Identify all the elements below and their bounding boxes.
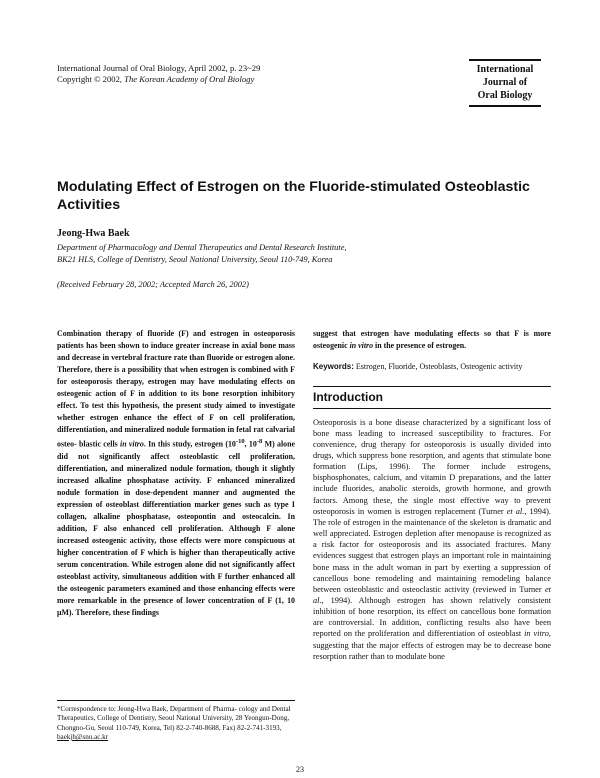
affiliation-line-2: BK21 HLS, College of Dentistry, Seoul National University, Seoul 110-749, Korea bbox=[57, 255, 333, 265]
abstract-continued bbox=[313, 328, 551, 352]
body-text: , suggesting that the major effects of estrogen may be to decrease bone resorption rather than to modulate bone bbox=[313, 629, 551, 661]
abstract-text: Combination therapy of fluoride (F) and estrogen in osteoporosis patients has been shown to induce greater increase in axial bone mass and decrease in vertebral fracture rate than fluoride or estrogen alone. Therefore, there is a possibility that when estrogen is combined with F for osteoporosis therapy, estrogen may have modulating effects on osteogenic action of F in addition to its bone resorption inhibitory effect. To test this hypothesis, the present study aimed to investigate whether estrogen enhance the effect of F on cell proliferation, differentiation, and mineralized nodule formation in fetal rat calvarial osteo- blastic cells bbox=[57, 329, 295, 449]
badge-line-1: International bbox=[476, 64, 534, 75]
exponent: -8 bbox=[256, 438, 263, 445]
footnote-email[interactable]: baekjh@snu.ac.kr bbox=[57, 732, 109, 741]
correspondence-footnote bbox=[57, 700, 295, 742]
copyright-org: The Korean Academy of Oral Biology bbox=[124, 74, 255, 84]
abstract-text: . In this study, estrogen (10 bbox=[143, 439, 236, 449]
body-italic: et al. bbox=[313, 584, 551, 605]
exponent: -10 bbox=[235, 438, 245, 445]
author: Jeong-Hwa Baek bbox=[57, 228, 130, 239]
left-column bbox=[57, 328, 295, 619]
abstract-italic: in vitro bbox=[349, 341, 374, 350]
page-number: 23 bbox=[296, 765, 304, 774]
body-text: , 1994). Although estrogen has shown relatively consistent inhibition of bone resorption, its effect on cancellous bone formation are controversial. In addition, conflicting results also have been reported on the proliferation and differentiation of osteoblast bbox=[313, 596, 551, 639]
footnote-text: *Correspondence to: Jeong-Hwa Baek, Department of Pharma- cology and Dental Therapeutics, College of Dentistry, Seoul National University, 28 Yeongun-Dong, Chongno-Gu, Seoul 110-749, Korea, Tel) 82-2-740-8688, Fax) 82-2-741-3193, bbox=[57, 705, 291, 732]
copyright-prefix: Copyright © 2002, bbox=[57, 74, 125, 84]
affiliation bbox=[57, 242, 547, 267]
abstract-text: M) alone did not significantly affect osteoblastic cell proliferation, differentiation, and mineralized nodule formation, though it slightly increased alkaline phosphatase activity. F enhanced mineralized nodule formation in dose-dependent manner and augmented the expression of osteoblast differentiation marker genes such as type I collagen, alkaline phosphatase, osteopontin and osteocalcin. In addition, F also enhanced cell proliferation. Although F alone increased osteogenic activity, those effects were more conspicuous at higher concentration of F which is higher than therapeutically active serum concentration. While estrogen alone did not significantly affect osteoblast activity, simultaneous addition with F further enhanced all the osteogenic parameters examined and those enhancing effects were more remarkable in the presence of lower concentration of F (1, 10 μM). Therefore, these findings bbox=[57, 439, 295, 617]
keywords-label: Keywords: bbox=[313, 362, 354, 371]
body-text: , 1994). The role of estrogen in the maintenance of the skeleton is dramatic and well appreciated. Estrogen depletion after menopause is recognized as a risk factor for osteoporosis and its associated fractures. Many evidences suggest that estrogen plays an important role in maintaining bone mass in the adult woman in part by exerting a suppression of cancellous bone remodeling and maintaining remodeling balance between osteoblastic and osteoclastic activity (reviewed in Turner bbox=[313, 506, 552, 594]
article-title: Modulating Effect of Estrogen on the Fluoride-stimulated Osteoblastic Activities bbox=[57, 179, 530, 213]
right-column bbox=[313, 328, 551, 662]
copyright-line bbox=[57, 74, 357, 85]
journal-reference bbox=[57, 63, 357, 85]
affiliation-line-1: Department of Pharmacology and Dental Therapeutics and Dental Research Institute, bbox=[57, 243, 347, 252]
keywords-text: Estrogen, Fluoride, Osteoblasts, Osteogenic activity bbox=[353, 362, 523, 371]
journal-badge bbox=[469, 59, 541, 107]
keywords bbox=[313, 361, 551, 373]
introduction-heading: Introduction bbox=[313, 386, 551, 409]
introduction-body bbox=[313, 417, 551, 662]
badge-line-2: Journal of bbox=[482, 77, 528, 88]
body-italic: et al. bbox=[506, 506, 525, 516]
body-italic: in vitro bbox=[524, 629, 549, 639]
abstract-italic: in vitro bbox=[120, 439, 144, 449]
badge-line-3: Oral Biology bbox=[477, 90, 533, 101]
abstract-text: , 10 bbox=[244, 439, 257, 449]
received-dates: (Received February 28, 2002; Accepted March 26, 2002) bbox=[57, 280, 249, 289]
journal-line: International Journal of Oral Biology, April 2002, p. 23~29 bbox=[57, 63, 261, 73]
abstract-text: suggest that estrogen have modulating effects so that F is more osteogenic bbox=[313, 329, 551, 350]
abstract bbox=[57, 328, 295, 619]
abstract-text: in the presence of estrogen. bbox=[373, 341, 467, 350]
body-text: Osteoporosis is a bone disease characterized by a significant loss of bone mass leading to increased susceptibility to fractures. For convenience, drug therapy for osteoporosis is usually divided into drugs, which suppress bone resorption, and agents that stimulate bone formation (Lips, 1996). The former include estrogens, bisphosphonates, calcium, and vitamin D preparations, and the latter include fluorides, anabolic steroids, growth hormone, and growth factors. Among these, the single most effective way to prevent osteoporosis in women is estrogen replacement (Turner bbox=[313, 417, 551, 516]
